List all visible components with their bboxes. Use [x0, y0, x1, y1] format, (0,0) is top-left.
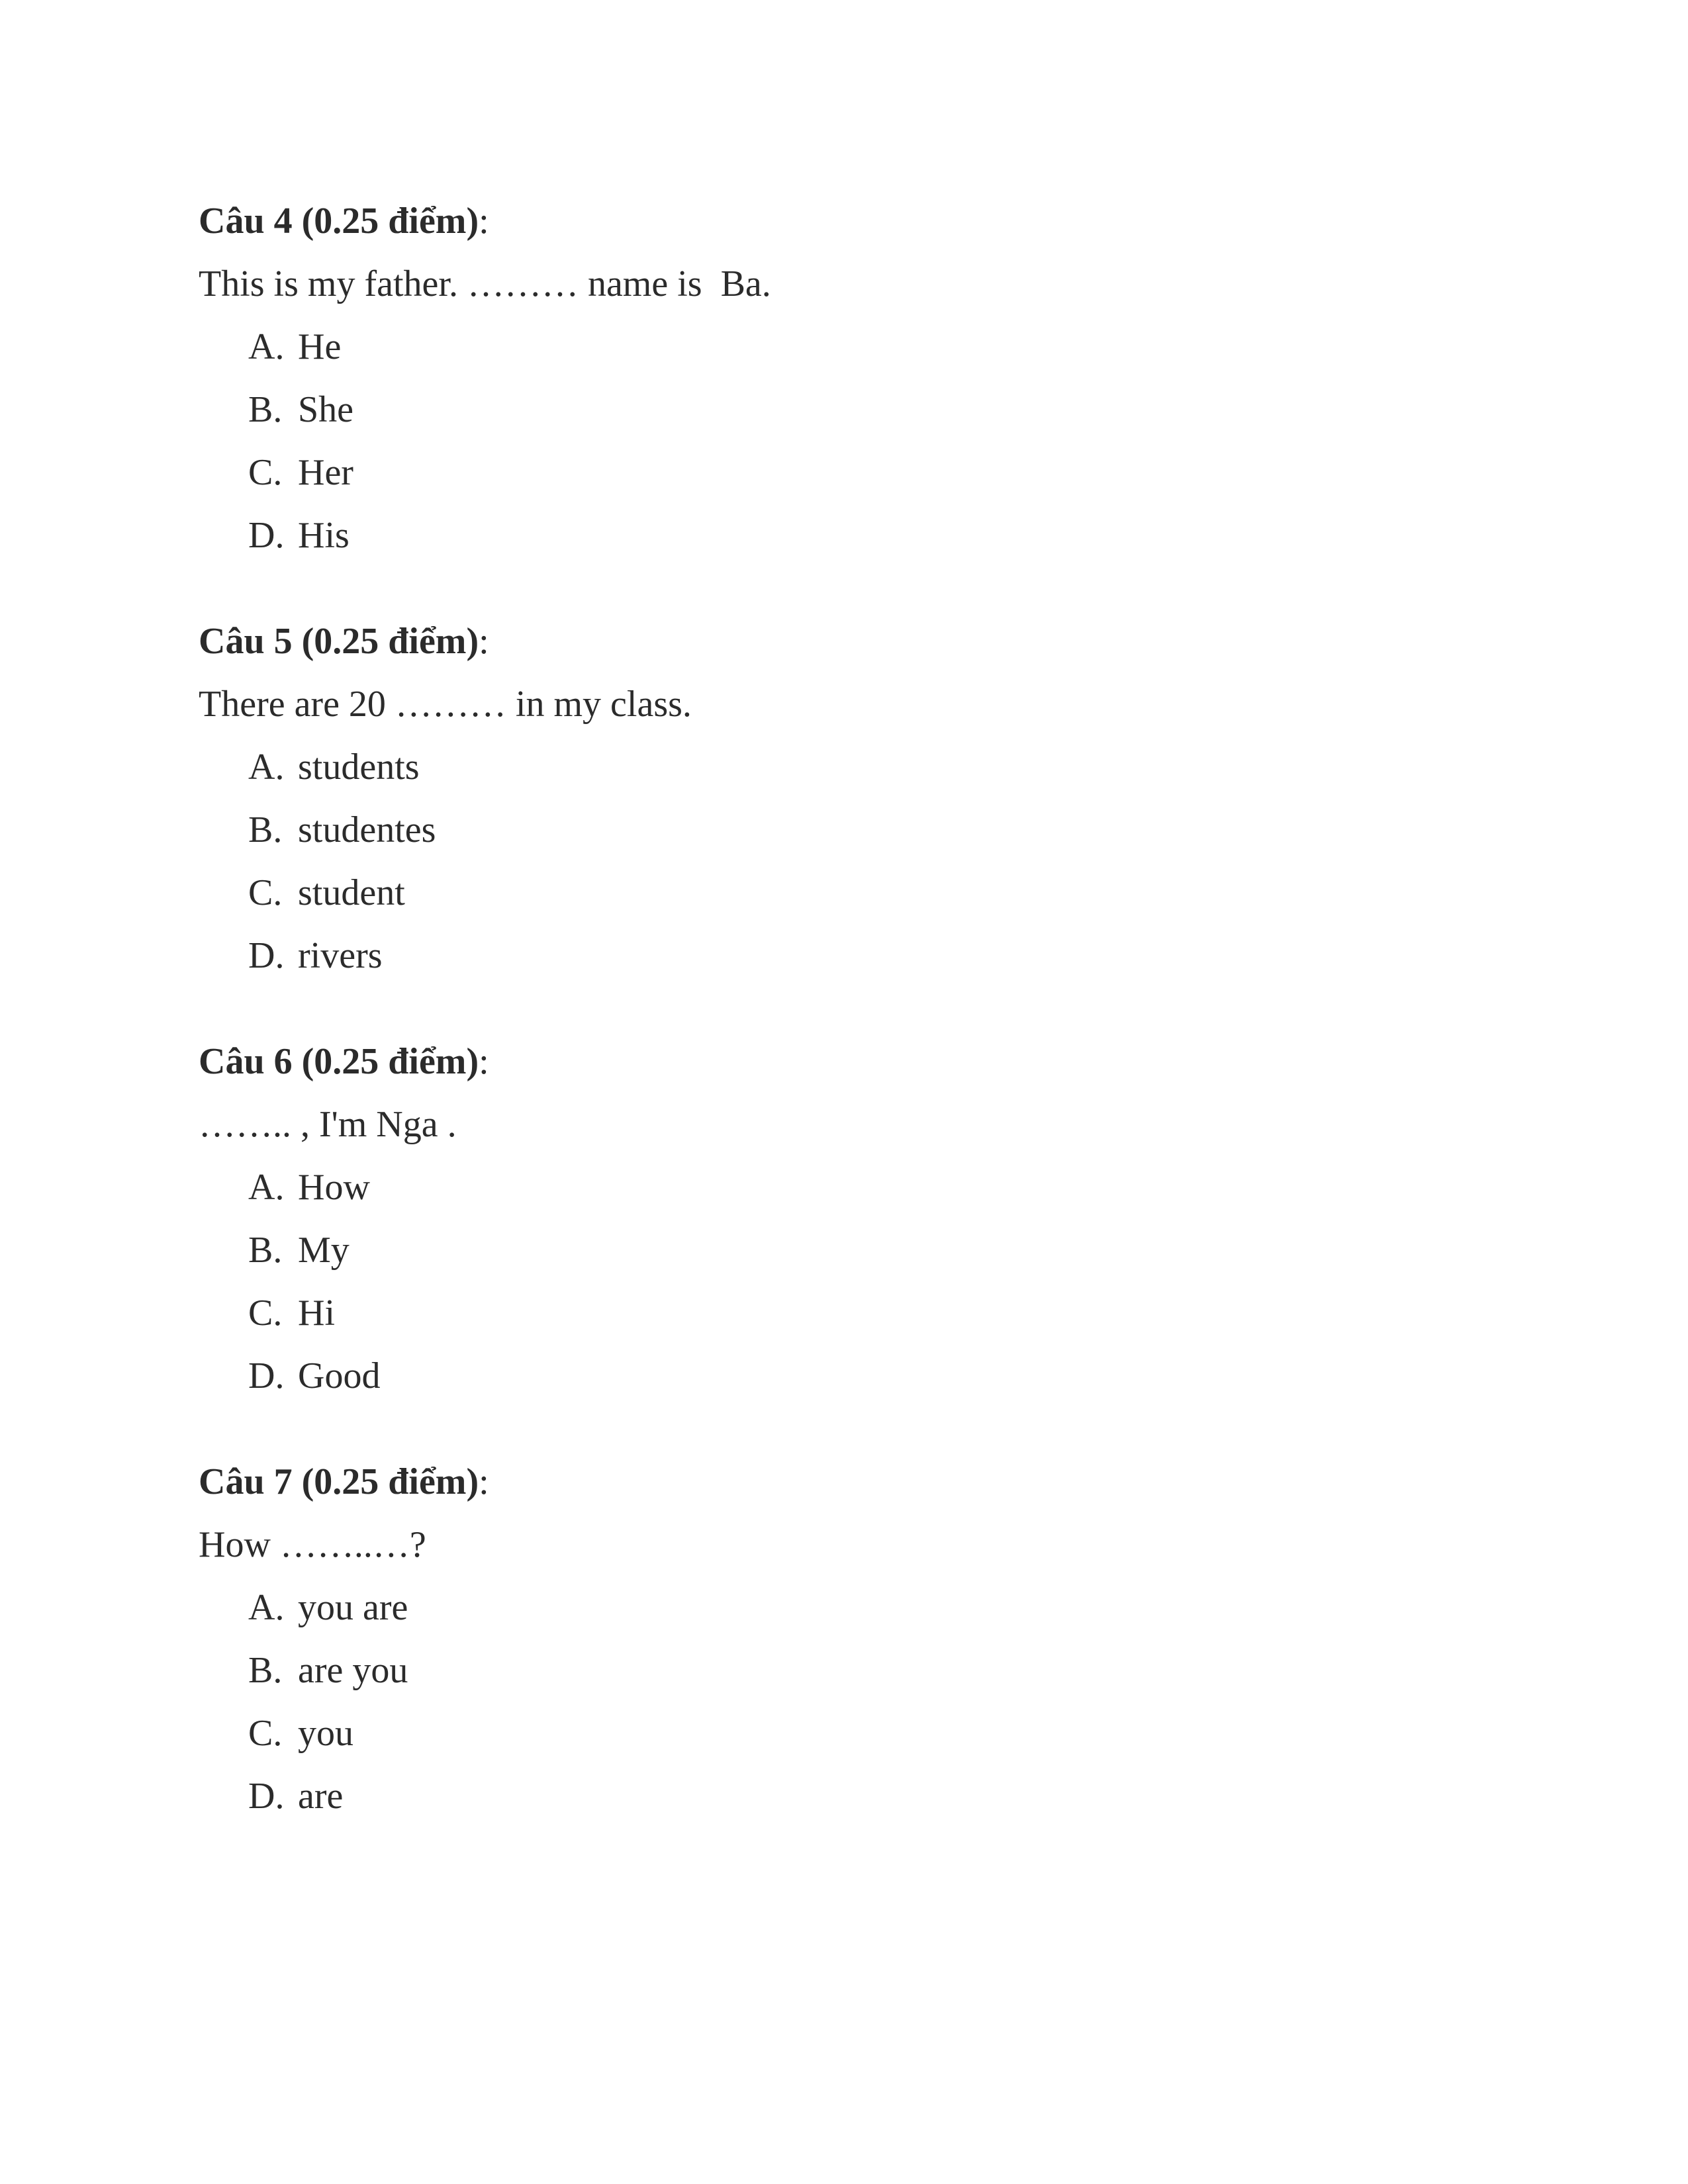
option-letter: C. [248, 1713, 283, 1754]
option-letter: B. [248, 1230, 283, 1271]
question-colon: : [479, 1041, 489, 1082]
option-text: student [298, 872, 405, 913]
question-heading [199, 1461, 1523, 1503]
option-b [248, 1649, 408, 1692]
option-letter: D. [248, 515, 285, 556]
option-text: How [298, 1167, 370, 1208]
question-heading [199, 620, 1523, 662]
option-a [248, 1166, 370, 1208]
option-letter: D. [248, 1355, 285, 1396]
question-colon: : [479, 1461, 489, 1502]
option-text: My [298, 1230, 350, 1271]
option-b [248, 388, 353, 431]
option-letter: A. [248, 1167, 285, 1208]
option-letter: C. [248, 872, 283, 913]
option-b [248, 809, 436, 851]
option-c [248, 1292, 335, 1334]
option-d [248, 934, 383, 977]
option-text: He [298, 326, 342, 367]
option-letter: A. [248, 1587, 285, 1628]
question-prompt: This is my father. ……… name is Ba. [199, 263, 771, 304]
option-d [248, 514, 350, 557]
option-letter: A. [248, 747, 285, 788]
option-c [248, 451, 353, 494]
question-colon: : [479, 621, 489, 662]
option-letter: B. [248, 809, 283, 850]
option-text: rivers [298, 935, 383, 976]
option-a [248, 746, 420, 788]
question-prompt: There are 20 ……… in my class. [199, 684, 692, 725]
option-text: Good [298, 1355, 381, 1396]
option-text: His [298, 515, 350, 556]
option-a [248, 326, 341, 368]
option-letter: D. [248, 935, 285, 976]
option-letter: C. [248, 452, 283, 493]
option-a [248, 1586, 408, 1629]
question-title: Câu 4 (0.25 điểm) [199, 201, 479, 242]
option-text: Hi [298, 1293, 335, 1334]
question-title: Câu 6 (0.25 điểm) [199, 1041, 479, 1082]
option-letter: D. [248, 1776, 285, 1817]
option-text: are you [298, 1650, 408, 1691]
option-letter: A. [248, 326, 285, 367]
option-text: studentes [298, 809, 436, 850]
option-text: Her [298, 452, 353, 493]
option-text: She [298, 389, 353, 430]
question-4 [199, 200, 1523, 556]
question-prompt: …….. , I'm Nga . [199, 1104, 457, 1145]
question-title: Câu 7 (0.25 điểm) [199, 1461, 479, 1502]
question-7 [199, 1461, 1523, 1817]
option-letter: B. [248, 1650, 283, 1691]
option-b [248, 1229, 350, 1271]
option-d [248, 1355, 380, 1397]
option-text: students [298, 747, 420, 788]
question-prompt: How ……..…? [199, 1524, 426, 1565]
option-c [248, 872, 405, 914]
question-5 [199, 620, 1523, 976]
question-title: Câu 5 (0.25 điểm) [199, 621, 479, 662]
option-text: you [298, 1713, 353, 1754]
question-heading [199, 1040, 1523, 1083]
question-6 [199, 1040, 1523, 1396]
option-d [248, 1775, 343, 1817]
option-letter: C. [248, 1293, 283, 1334]
option-text: are [298, 1776, 344, 1817]
option-c [248, 1712, 353, 1754]
question-colon: : [479, 201, 489, 242]
option-text: you are [298, 1587, 408, 1628]
option-letter: B. [248, 389, 283, 430]
question-heading [199, 200, 1523, 242]
